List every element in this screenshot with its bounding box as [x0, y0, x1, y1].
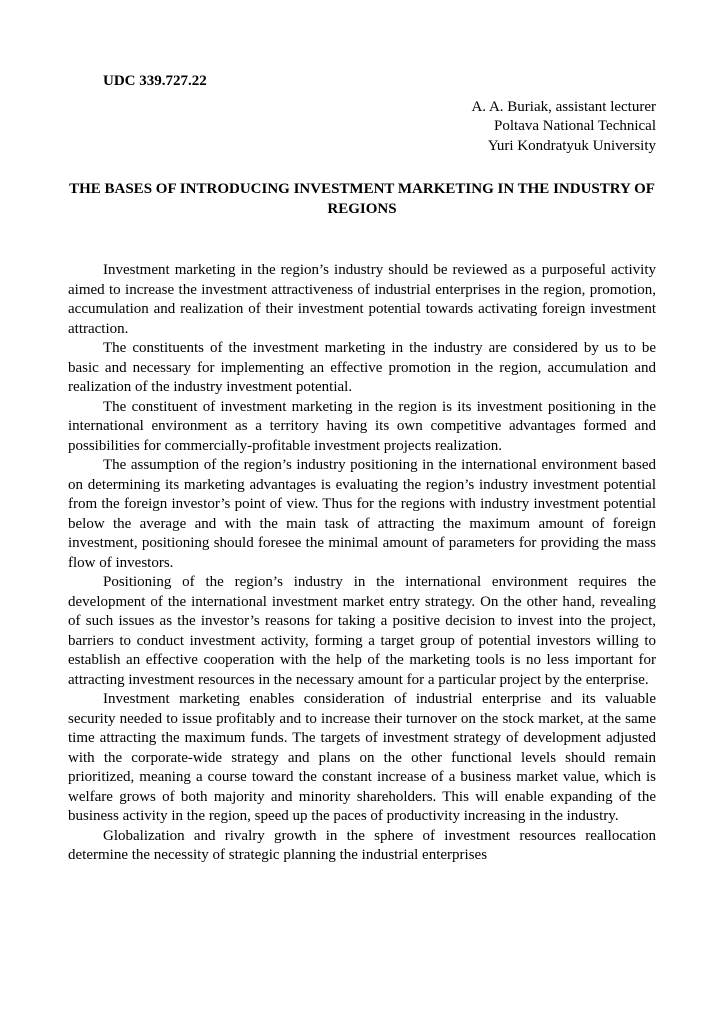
paragraph: The assumption of the region’s industry positioning in the international environment based on determining its marketing advantages is evaluating the region’s industry investment potential from the foreign investor’s point of view. Thus for the regions with industry investment potential below the average and with the main task of attracting the maximum amount of foreign investment, positioning should foresee the minimal amount of parameters for providing the mass flow of investors. — [68, 457, 656, 571]
author-block — [68, 98, 656, 157]
paragraph: The constituents of the investment marketing in the industry are considered by us to be basic and necessary for implementing an effective promotion in the region, accumulation and realization of the industry investment potential. — [68, 340, 656, 395]
paragraph: Investment marketing enables consideration of industrial enterprise and its valuable security needed to issue profitably and to increase their turnover on the stock market, at the same time attracting the maximum funds. The targets of investment strategy of development adjusted with the corporate-wide strategy and plans on the other functional levels should remain prioritized, meaning a course toward the constant increase of a business market value, which is welfare grows of both majority and minority shareholders. This will enable expanding of the business activity in the region, speed up the paces of productivity increasing in the industry. — [68, 691, 656, 824]
author-line: A. A. Buriak, assistant lecturer — [471, 98, 656, 115]
paragraph: The constituent of investment marketing in the region is its investment positioning in the international environment as a territory having its own competitive advantages formed and possibilities for commercially-profitable investment projects realization. — [68, 398, 656, 454]
paragraph: Globalization and rivalry growth in the sphere of investment resources reallocation determine the necessity of strategic planning the industrial enterprises — [68, 827, 656, 863]
affiliation-line: Poltava National Technical — [494, 118, 656, 134]
udc-number: UDC 339.727.22 — [103, 73, 207, 89]
paragraph: Investment marketing in the region’s industry should be reviewed as a purposeful activity aimed to increase the investment attractiveness of industrial enterprises in the region, promotion, accumulation and realization of their investment potential towards activating foreign investment attraction. — [68, 262, 656, 337]
affiliation-line: Yuri Kondratyuk University — [487, 137, 656, 154]
paragraph: Positioning of the region’s industry in the international environment requires the development of the international investment market entry strategy. On the other hand, revealing of such issues as the investor’s reasons for taking a positive decision to invest into the project, barriers to conduct investment activity, forming a target group of potential investors willing to establish an effective cooperation with the help of the marketing tools is no less important for attracting investment resources in the necessary amount for a particular project by the enterprise. — [68, 574, 656, 688]
paper-title: THE BASES OF INTRODUCING INVESTMENT MARKETING IN THE INDUSTRY OF REGIONS — [69, 181, 655, 217]
